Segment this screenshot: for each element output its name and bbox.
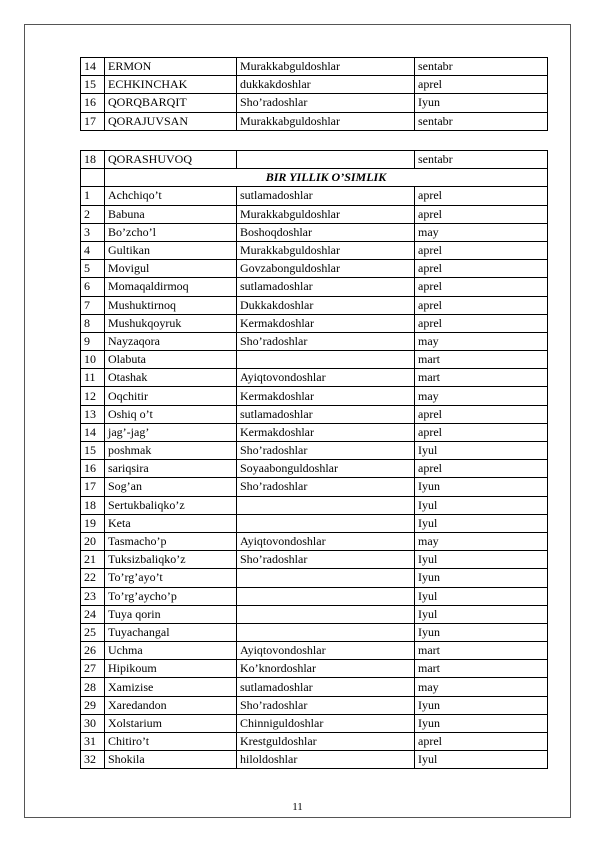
flowering-month: Iyul	[415, 587, 548, 605]
row-number: 32	[81, 751, 105, 769]
flowering-month: may	[415, 387, 548, 405]
table-row	[81, 532, 548, 550]
plant-name: Gultikan	[105, 241, 237, 259]
plant-name: Uchma	[105, 642, 237, 660]
table-row	[81, 260, 548, 278]
plant-family: Sho’radoshlar	[237, 478, 415, 496]
plant-family: sutlamadoshlar	[237, 405, 415, 423]
row-number: 20	[81, 532, 105, 550]
plant-name: Sertukbaliqko’z	[105, 496, 237, 514]
row-number: 5	[81, 260, 105, 278]
section-title: BIR YILLIK O’SIMLIK	[105, 169, 548, 187]
row-number: 24	[81, 605, 105, 623]
row-number: 22	[81, 569, 105, 587]
plant-name: ECHKINCHAK	[105, 76, 237, 94]
plant-family: sutlamadoshlar	[237, 278, 415, 296]
plant-name: Shokila	[105, 751, 237, 769]
flowering-month: aprel	[415, 460, 548, 478]
plant-name: Tasmacho’p	[105, 532, 237, 550]
flowering-month: may	[415, 678, 548, 696]
row-number: 4	[81, 241, 105, 259]
plant-family: Murakkabguldoshlar	[237, 112, 415, 130]
row-number: 12	[81, 387, 105, 405]
table-row	[81, 660, 548, 678]
plant-name: Tuksizbaliqko’z	[105, 551, 237, 569]
plant-name: Olabuta	[105, 351, 237, 369]
row-number: 6	[81, 278, 105, 296]
plant-name: Tuya qorin	[105, 605, 237, 623]
plant-family	[237, 569, 415, 587]
flowering-month: mart	[415, 660, 548, 678]
plant-name: Movigul	[105, 260, 237, 278]
plant-name: Xamizise	[105, 678, 237, 696]
plant-name: QORASHUVOQ	[105, 151, 237, 169]
flowering-month: aprel	[415, 76, 548, 94]
plant-name: To’rg’aycho’p	[105, 587, 237, 605]
flowering-month: aprel	[415, 278, 548, 296]
plants-table-top	[80, 57, 548, 131]
flowering-month: aprel	[415, 296, 548, 314]
plant-family	[237, 587, 415, 605]
row-number: 13	[81, 405, 105, 423]
flowering-month: aprel	[415, 423, 548, 441]
plant-family: Ayiqtovondoshlar	[237, 642, 415, 660]
section-number-cell	[81, 169, 105, 187]
plant-family: Chinniguldoshlar	[237, 714, 415, 732]
table-row	[81, 151, 548, 169]
plants-table-main-body	[81, 151, 548, 769]
table-row	[81, 314, 548, 332]
row-number: 29	[81, 696, 105, 714]
flowering-month: aprel	[415, 733, 548, 751]
table-row	[81, 351, 548, 369]
row-number: 14	[81, 58, 105, 76]
row-number: 16	[81, 94, 105, 112]
plant-family: Kermakdoshlar	[237, 314, 415, 332]
row-number: 19	[81, 514, 105, 532]
row-number: 2	[81, 205, 105, 223]
plant-family: Sho’radoshlar	[237, 551, 415, 569]
table-row	[81, 460, 548, 478]
row-number: 9	[81, 332, 105, 350]
table-row	[81, 241, 548, 259]
plant-name: Keta	[105, 514, 237, 532]
table-row	[81, 423, 548, 441]
flowering-month: Iyul	[415, 751, 548, 769]
row-number: 17	[81, 478, 105, 496]
flowering-month: Iyul	[415, 442, 548, 460]
row-number: 31	[81, 733, 105, 751]
plant-name: Chitiro’t	[105, 733, 237, 751]
row-number: 7	[81, 296, 105, 314]
row-number: 1	[81, 187, 105, 205]
table-row	[81, 696, 548, 714]
flowering-month: Iyun	[415, 696, 548, 714]
table-row	[81, 478, 548, 496]
plant-family: Krestguldoshlar	[237, 733, 415, 751]
table-row	[81, 733, 548, 751]
table-row	[81, 642, 548, 660]
flowering-month: Iyun	[415, 94, 548, 112]
table-row	[81, 623, 548, 641]
plant-name: sariqsira	[105, 460, 237, 478]
table-row	[81, 94, 548, 112]
plant-family: Sho’radoshlar	[237, 94, 415, 112]
flowering-month: Iyul	[415, 605, 548, 623]
plant-family: Sho’radoshlar	[237, 696, 415, 714]
plant-name: jag’-jag’	[105, 423, 237, 441]
row-number: 3	[81, 223, 105, 241]
table-row	[81, 205, 548, 223]
table-row	[81, 442, 548, 460]
plants-table-main	[80, 150, 548, 769]
table-row	[81, 76, 548, 94]
plant-name: Xaredandon	[105, 696, 237, 714]
table-row	[81, 112, 548, 130]
plant-family: dukkakdoshlar	[237, 76, 415, 94]
plant-family: Sho’radoshlar	[237, 332, 415, 350]
plant-family: hiloldoshlar	[237, 751, 415, 769]
plant-name: Momaqaldirmoq	[105, 278, 237, 296]
plant-family	[237, 151, 415, 169]
row-number: 11	[81, 369, 105, 387]
plant-name: To’rg’ayo’t	[105, 569, 237, 587]
page-number: 11	[292, 801, 303, 813]
table-row	[81, 296, 548, 314]
table-row	[81, 496, 548, 514]
plant-family	[237, 514, 415, 532]
plant-name: Oqchitir	[105, 387, 237, 405]
table-row	[81, 278, 548, 296]
flowering-month: Iyun	[415, 478, 548, 496]
table-row	[81, 587, 548, 605]
plant-family: Ko’knordoshlar	[237, 660, 415, 678]
row-number: 15	[81, 76, 105, 94]
plant-family: Murakkabguldoshlar	[237, 241, 415, 259]
plants-table-top-body	[81, 58, 548, 131]
row-number: 27	[81, 660, 105, 678]
flowering-month: Iyun	[415, 623, 548, 641]
plant-name: Hipikoum	[105, 660, 237, 678]
plant-name: poshmak	[105, 442, 237, 460]
plant-name: Tuyachangal	[105, 623, 237, 641]
row-number: 21	[81, 551, 105, 569]
flowering-month: aprel	[415, 314, 548, 332]
plant-name: Babuna	[105, 205, 237, 223]
row-number: 14	[81, 423, 105, 441]
table-row	[81, 714, 548, 732]
flowering-month: mart	[415, 369, 548, 387]
plant-family: sutlamadoshlar	[237, 187, 415, 205]
table-row	[81, 605, 548, 623]
table-row	[81, 751, 548, 769]
plant-name: Nayzaqora	[105, 332, 237, 350]
plant-family: Kermakdoshlar	[237, 387, 415, 405]
row-number: 30	[81, 714, 105, 732]
plant-name: Mushuktirnoq	[105, 296, 237, 314]
row-number: 17	[81, 112, 105, 130]
row-number: 26	[81, 642, 105, 660]
plant-family	[237, 605, 415, 623]
table-row	[81, 58, 548, 76]
table-row	[81, 187, 548, 205]
table-row	[81, 569, 548, 587]
plant-family: Sho’radoshlar	[237, 442, 415, 460]
plant-name: Otashak	[105, 369, 237, 387]
table-row	[81, 223, 548, 241]
plant-family: Murakkabguldoshlar	[237, 205, 415, 223]
plant-name: Xolstarium	[105, 714, 237, 732]
flowering-month: may	[415, 532, 548, 550]
row-number: 18	[81, 496, 105, 514]
flowering-month: mart	[415, 642, 548, 660]
plant-name: Mushukqoyruk	[105, 314, 237, 332]
plant-name: QORQBARQIT	[105, 94, 237, 112]
flowering-month: Iyun	[415, 714, 548, 732]
table-row	[81, 369, 548, 387]
flowering-month: aprel	[415, 187, 548, 205]
flowering-month: aprel	[415, 241, 548, 259]
table-row	[81, 678, 548, 696]
table-row	[81, 551, 548, 569]
plant-name: Sog’an	[105, 478, 237, 496]
row-number: 18	[81, 151, 105, 169]
plant-name: QORAJUVSAN	[105, 112, 237, 130]
flowering-month: Iyul	[415, 551, 548, 569]
row-number: 15	[81, 442, 105, 460]
plant-name: Bo’zcho’l	[105, 223, 237, 241]
plant-family: Ayiqtovondoshlar	[237, 369, 415, 387]
table-row	[81, 514, 548, 532]
plant-family: Kermakdoshlar	[237, 423, 415, 441]
flowering-month: mart	[415, 351, 548, 369]
plant-name: Achchiqo’t	[105, 187, 237, 205]
flowering-month: aprel	[415, 205, 548, 223]
table-row	[81, 405, 548, 423]
flowering-month: Iyun	[415, 569, 548, 587]
plant-family: Murakkabguldoshlar	[237, 58, 415, 76]
plant-family	[237, 496, 415, 514]
flowering-month: may	[415, 223, 548, 241]
flowering-month: Iyul	[415, 496, 548, 514]
section-header-row	[81, 169, 548, 187]
flowering-month: sentabr	[415, 58, 548, 76]
plant-family: Govzabonguldoshlar	[237, 260, 415, 278]
plant-family: Ayiqtovondoshlar	[237, 532, 415, 550]
plant-name: ERMON	[105, 58, 237, 76]
row-number: 23	[81, 587, 105, 605]
row-number: 16	[81, 460, 105, 478]
row-number: 25	[81, 623, 105, 641]
flowering-month: Iyul	[415, 514, 548, 532]
plant-family: Boshoqdoshlar	[237, 223, 415, 241]
plant-family: Dukkakdoshlar	[237, 296, 415, 314]
row-number: 28	[81, 678, 105, 696]
flowering-month: aprel	[415, 405, 548, 423]
row-number: 10	[81, 351, 105, 369]
plant-family: Soyaabonguldoshlar	[237, 460, 415, 478]
flowering-month: sentabr	[415, 151, 548, 169]
plant-family	[237, 623, 415, 641]
row-number: 8	[81, 314, 105, 332]
table-row	[81, 332, 548, 350]
plant-name: Oshiq o’t	[105, 405, 237, 423]
plant-family	[237, 351, 415, 369]
plant-family: sutlamadoshlar	[237, 678, 415, 696]
flowering-month: may	[415, 332, 548, 350]
flowering-month: aprel	[415, 260, 548, 278]
flowering-month: sentabr	[415, 112, 548, 130]
table-row	[81, 387, 548, 405]
